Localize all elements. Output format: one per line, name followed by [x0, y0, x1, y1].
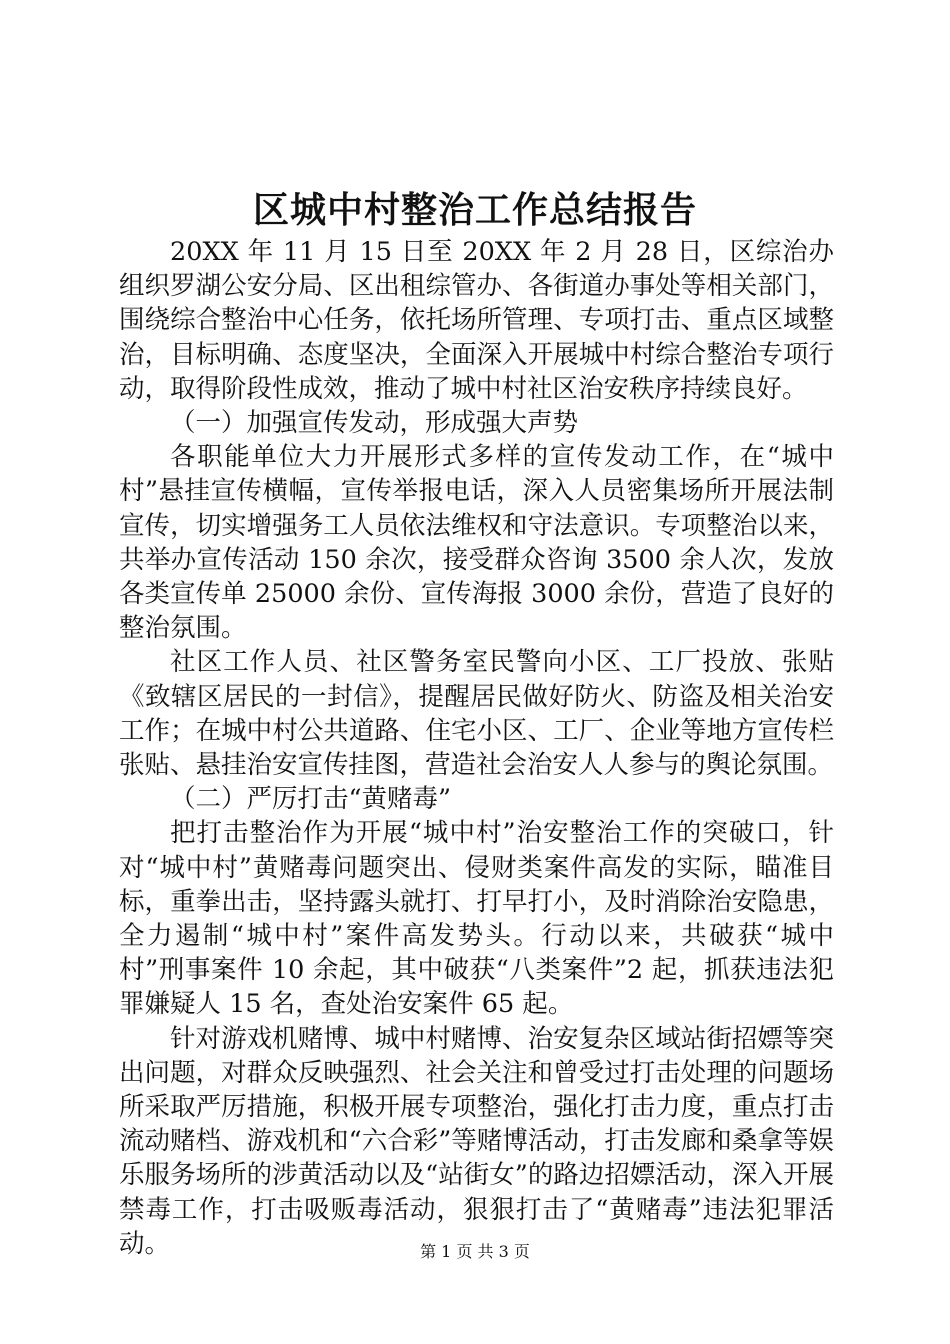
section-heading-2: （二）严厉打击“黄赌毒”: [170, 784, 452, 815]
page-number-footer: 第 1 页 共 3 页: [420, 1242, 530, 1261]
intro-paragraph: 20XX 年 11 月 15 日至 20XX 年 2 月 28 日，区综治办组织罗湖公安分局、区出租综管办、各街道办事处等相关部门，围绕综合整治中心任务，依托场所管理、专项打击、重点区域整治，目标明确、态度坚决，全面深入开展城中村综合整治专项行动，取得阶段性成效，推动了城中村社区治安秩序持续良好。: [119, 237, 834, 404]
section-2-paragraph-1: 把打击整治作为开展“城中村”治安整治工作的突破口，针对“城中村”黄赌毒问题突出、侵财类案件高发的实际，瞄准目标，重拳出击，坚持露头就打、打早打小，及时消除治安隐患，全力遏制“城中村”案件高发势头。行动以来，共破获“城中村”刑事案件 10 余起，其中破获“八类案件”2 起，抓获违法犯罪嫌疑人 15 名，查处治安案件 65 起。: [119, 818, 834, 1020]
document-body: [119, 235, 834, 1261]
section-heading-1: （一）加强宣传发动，形成强大声势: [170, 408, 579, 439]
document-title: 区城中村整治工作总结报告: [252, 189, 697, 231]
section-1-paragraph-2: 社区工作人员、社区警务室民警向小区、工厂投放、张贴《致辖区居民的一封信》，提醒居民做好防火、防盗及相关治安工作；在城中村公共道路、住宅小区、工厂、企业等地方宣传栏张贴、悬挂治安宣传挂图，营造社会治安人人参与的舆论氛围。: [119, 647, 834, 781]
section-2-paragraph-2: 针对游戏机赌博、城中村赌博、治安复杂区域站街招嫖等突出问题，对群众反映强烈、社会关注和曾受过打击处理的问题场所采取严厉措施，积极开展专项整治，强化打击力度，重点打击流动赌档、游戏机和“六合彩”等赌博活动，打击发廊和桑拿等娱乐服务场所的涉黄活动以及“站街女”的路边招嫖活动，深入开展禁毒工作，打击吸贩毒活动，狠狠打击了“黄赌毒”违法犯罪活动。: [119, 1023, 834, 1259]
section-1-paragraph-1: 各职能单位大力开展形式多样的宣传发动工作，在“城中村”悬挂宣传横幅，宣传举报电话，深入人员密集场所开展法制宣传，切实增强务工人员依法维权和守法意识。专项整治以来，共举办宣传活动 150 余次，接受群众咨询 3500 余人次，发放各类宣传单 25000 余份、宣传海报 3000 余份，营造了良好的整治氛围。: [119, 442, 834, 644]
